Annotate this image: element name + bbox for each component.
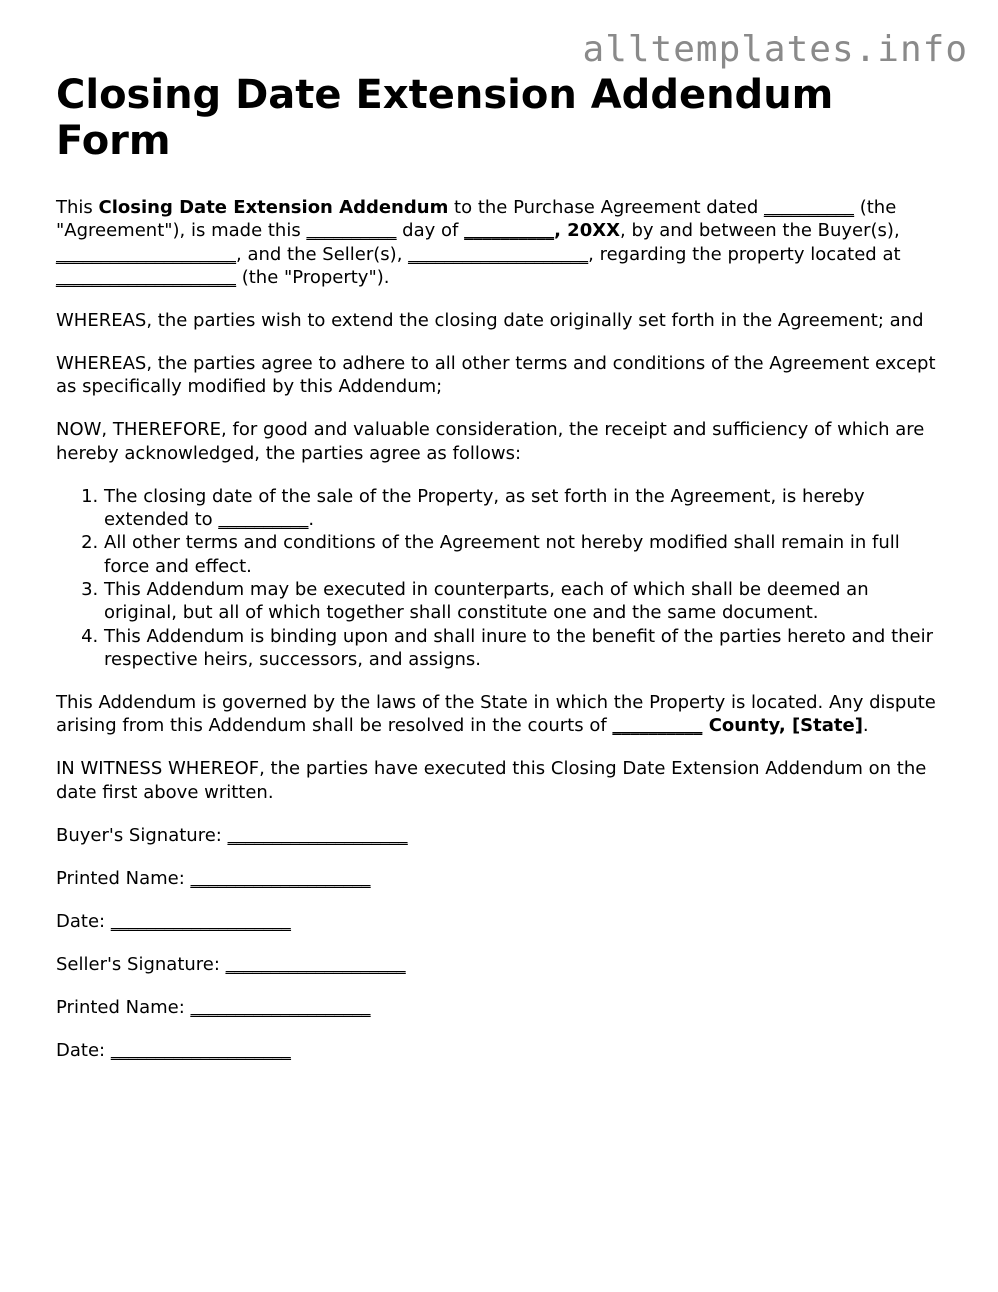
buyer-printed-name-line: Printed Name: ____________________ — [56, 867, 371, 889]
seller-signature-blank[interactable]: ____________________ — [225, 954, 406, 976]
buyer-date-blank[interactable]: ____________________ — [110, 911, 291, 932]
list-item: 1. The closing date of the sale of the Property, as set forth in the Agreement, is hereby extended to __________. — [104, 485, 946, 532]
seller-signature-line: Seller's Signature: ____________________ — [56, 954, 406, 976]
buyer-blank[interactable]: ____________________ — [56, 243, 236, 265]
seller-printed-name-blank[interactable]: ____________________ — [190, 997, 371, 1019]
new-closing-date-blank[interactable]: __________ — [218, 509, 309, 531]
seller-printed-name-line: Printed Name: ____________________ — [56, 997, 371, 1019]
terms-list — [56, 485, 946, 671]
county-blank[interactable]: __________ — [612, 715, 703, 737]
governing-law-paragraph: This Addendum is governed by the laws of the State in which the Property is located. Any dispute arising from this Addendum shall be resolved in the courts of __________ County, [State]. — [56, 692, 936, 737]
therefore-paragraph: NOW, THEREFORE, for good and valuable consideration, the receipt and sufficiency of which are hereby acknowledged, the parties agree as follows: — [56, 419, 925, 464]
watermark: alltemplates.info — [582, 29, 968, 70]
agreement-date-blank[interactable]: __________ — [764, 197, 854, 218]
list-item: 2. All other terms and conditions of the Agreement not hereby modified shall remain in full force and effect. — [104, 531, 946, 578]
buyer-signature-line: Buyer's Signature: ____________________ — [56, 824, 408, 846]
document-body — [56, 72, 946, 1082]
witness-paragraph: IN WITNESS WHEREOF, the parties have executed this Closing Date Extension Addendum on the date first above written. — [56, 758, 927, 803]
buyer-printed-name-blank[interactable]: ____________________ — [190, 867, 371, 889]
page-title: Closing Date Extension Addendum Form — [56, 72, 834, 164]
list-item: 4. This Addendum is binding upon and shall inure to the benefit of the parties hereto and their respective heirs, successors, and assigns. — [104, 625, 946, 672]
day-blank[interactable]: __________ — [306, 220, 397, 242]
seller-date-line: Date: ____________________ — [56, 1040, 291, 1062]
seller-blank[interactable]: ____________________ — [408, 243, 589, 265]
list-item: 3. This Addendum may be executed in counterparts, each of which shall be deemed an original, but all of which together shall constitute one and the same document. — [104, 578, 946, 625]
property-blank[interactable]: ____________________ — [56, 266, 236, 288]
buyer-date-line: Date: ____________________ — [56, 911, 291, 932]
whereas-paragraph-1: WHEREAS, the parties wish to extend the closing date originally set forth in the Agreement; and — [56, 309, 924, 331]
addendum-name: Closing Date Extension Addendum — [98, 197, 449, 218]
whereas-paragraph-2: WHEREAS, the parties agree to adhere to all other terms and conditions of the Agreement except as specifically modified by this Addendum; — [56, 353, 936, 398]
month-blank[interactable]: __________ — [464, 220, 555, 242]
seller-date-blank[interactable]: ____________________ — [110, 1040, 291, 1062]
buyer-signature-blank[interactable]: ____________________ — [227, 824, 408, 846]
intro-paragraph: This Closing Date Extension Addendum to the Purchase Agreement dated __________ (the "Agreement"), is made this __________ day of __________, 20XX, by and between the Buyer(s), ____________________, and the Seller(s), ____________________, regarding the property located at ____________________ (the "Property"). — [56, 197, 901, 288]
